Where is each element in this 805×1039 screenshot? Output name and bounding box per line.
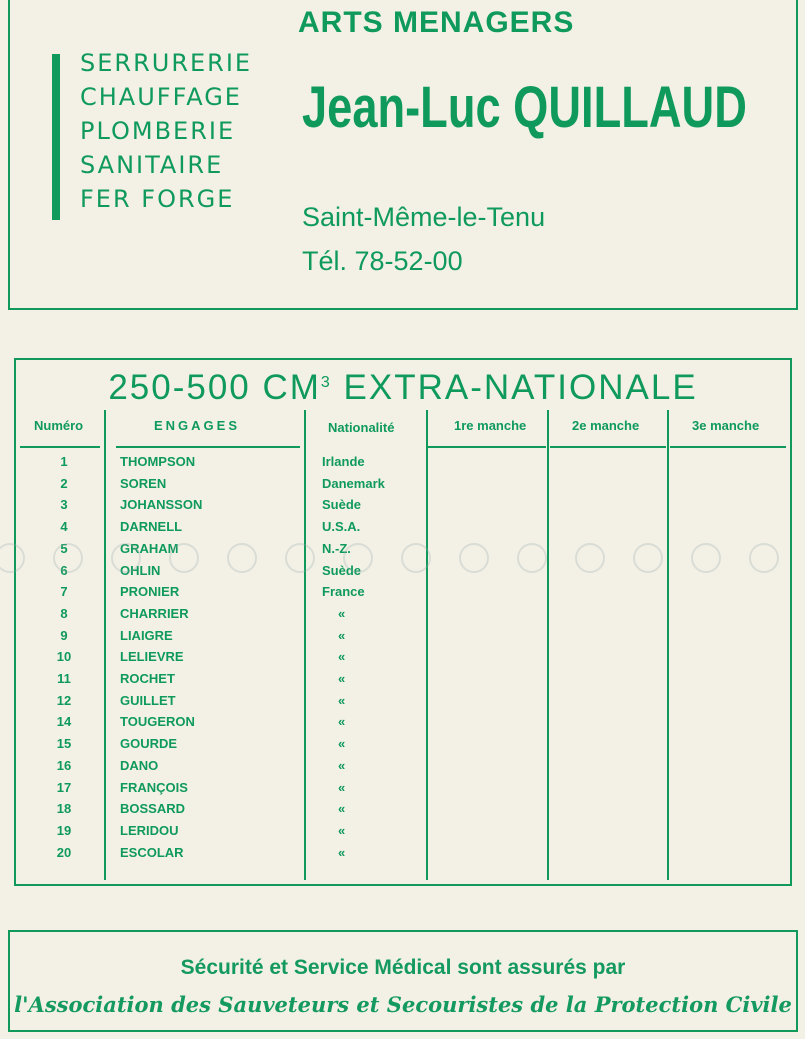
- entrant-name: DANO: [120, 757, 159, 773]
- business-phone: Tél. 78-52-00: [302, 246, 463, 276]
- entrant-name: BOSSARD: [120, 801, 186, 817]
- header-manche-1: 1re manche: [454, 418, 527, 433]
- footer-box: [8, 930, 798, 1032]
- footer-line-2: l'Association des Sauveteurs et Secouristes de la Protection Civile: [14, 992, 792, 1017]
- decorative-bar: [52, 54, 60, 220]
- row-number: 6: [60, 562, 68, 578]
- entrant-nationality: «: [338, 844, 346, 860]
- title-main: 250-500 CM: [108, 368, 321, 407]
- entrant-name: TOUGERON: [120, 714, 195, 730]
- entrant-name: THOMPSON: [120, 454, 196, 469]
- title-tail: EXTRA-NATIONALE: [331, 368, 698, 407]
- header-underline: [116, 446, 300, 448]
- column-rule: [426, 410, 428, 880]
- entrant-nationality: «: [338, 714, 346, 730]
- entrant-nationality: Suède: [322, 497, 362, 513]
- entrant-nationality: N.-Z.: [322, 540, 351, 556]
- row-number: 4: [60, 519, 68, 535]
- entrant-name: LERIDOU: [120, 822, 179, 838]
- entrant-nationality: «: [338, 692, 346, 708]
- entrant-nationality: «: [338, 627, 346, 643]
- column-rule: [304, 410, 306, 880]
- trade-item: CHAUFFAGE: [80, 83, 242, 111]
- entrant-name: JOHANSSON: [120, 497, 203, 513]
- entrant-name: GOURDE: [120, 736, 178, 752]
- trades-list: [80, 46, 252, 216]
- row-number: 12: [56, 692, 72, 708]
- row-number: 18: [56, 801, 72, 817]
- table-title: [16, 368, 790, 408]
- row-number: 19: [56, 822, 72, 838]
- entrant-name: GRAHAM: [120, 540, 179, 556]
- entrant-name: FRANÇOIS: [120, 779, 188, 795]
- trade-item: SANITAIRE: [80, 151, 224, 179]
- row-number: 16: [56, 757, 72, 773]
- business-town: Saint-Même-le-Tenu: [302, 202, 546, 232]
- entrant-nationality: «: [338, 671, 346, 686]
- entrant-name: ROCHET: [120, 671, 175, 686]
- title-superscript: 3: [320, 374, 332, 391]
- row-number: 1: [60, 454, 68, 469]
- row-number: 15: [56, 736, 72, 752]
- column-rule: [667, 410, 669, 880]
- header-underline: [428, 446, 546, 448]
- column-rule: [104, 410, 106, 880]
- entrant-name: PRONIER: [120, 584, 180, 600]
- row-number: 10: [56, 649, 72, 665]
- entrant-nationality: U.S.A.: [322, 519, 361, 535]
- row-number: 20: [56, 844, 72, 860]
- header-engages: ENGAGES: [154, 418, 241, 433]
- row-number: 2: [60, 475, 68, 491]
- row-number: 14: [56, 714, 72, 730]
- footer-line-1: Sécurité et Service Médical sont assurés par: [180, 956, 626, 979]
- row-number: 9: [60, 627, 68, 643]
- trade-item: SERRURERIE: [80, 49, 253, 77]
- entrant-name: CHARRIER: [120, 605, 189, 621]
- header-underline: [670, 446, 786, 448]
- header-underline: [550, 446, 666, 448]
- entrant-name: ESCOLAR: [120, 844, 184, 860]
- entrant-name: OHLIN: [120, 562, 161, 578]
- business-name: Jean-Luc QUILLAUD: [302, 75, 747, 140]
- entrant-nationality: «: [338, 605, 346, 621]
- header-underline: [20, 446, 100, 448]
- row-number: 5: [60, 540, 68, 556]
- entrant-nationality: France: [322, 584, 365, 600]
- entrant-nationality: «: [338, 801, 346, 817]
- row-number: 17: [56, 779, 72, 795]
- entrant-name: SOREN: [120, 475, 167, 491]
- entrant-nationality: «: [338, 757, 346, 773]
- entrant-nationality: «: [338, 736, 346, 752]
- entrant-nationality: Irlande: [322, 454, 365, 469]
- entrant-nationality: Danemark: [322, 475, 385, 491]
- header-nationalite: Nationalité: [328, 420, 395, 435]
- entrant-name: GUILLET: [120, 692, 176, 708]
- entrant-nationality: «: [338, 822, 346, 838]
- trade-item: PLOMBERIE: [80, 117, 236, 145]
- header-numero: Numéro: [34, 418, 84, 433]
- row-number: 7: [60, 584, 68, 600]
- entrant-name: LIAIGRE: [120, 627, 173, 643]
- entrant-name: LELIEVRE: [120, 649, 184, 665]
- header-manche-2: 2e manche: [572, 418, 640, 433]
- trade-item: FER FORGE: [80, 185, 235, 213]
- ad-banner: ARTS MENAGERS: [298, 6, 575, 39]
- entrant-nationality: «: [338, 649, 346, 665]
- row-number: 8: [60, 605, 68, 621]
- entrant-nationality: Suède: [322, 562, 362, 578]
- entrant-nationality: «: [338, 779, 346, 795]
- column-rule: [547, 410, 549, 880]
- header-manche-3: 3e manche: [692, 418, 760, 433]
- entries-table: [14, 358, 792, 886]
- row-number: 11: [57, 671, 71, 686]
- entrant-name: DARNELL: [120, 519, 183, 535]
- advertisement-box: [8, 0, 798, 310]
- row-number: 3: [60, 497, 68, 513]
